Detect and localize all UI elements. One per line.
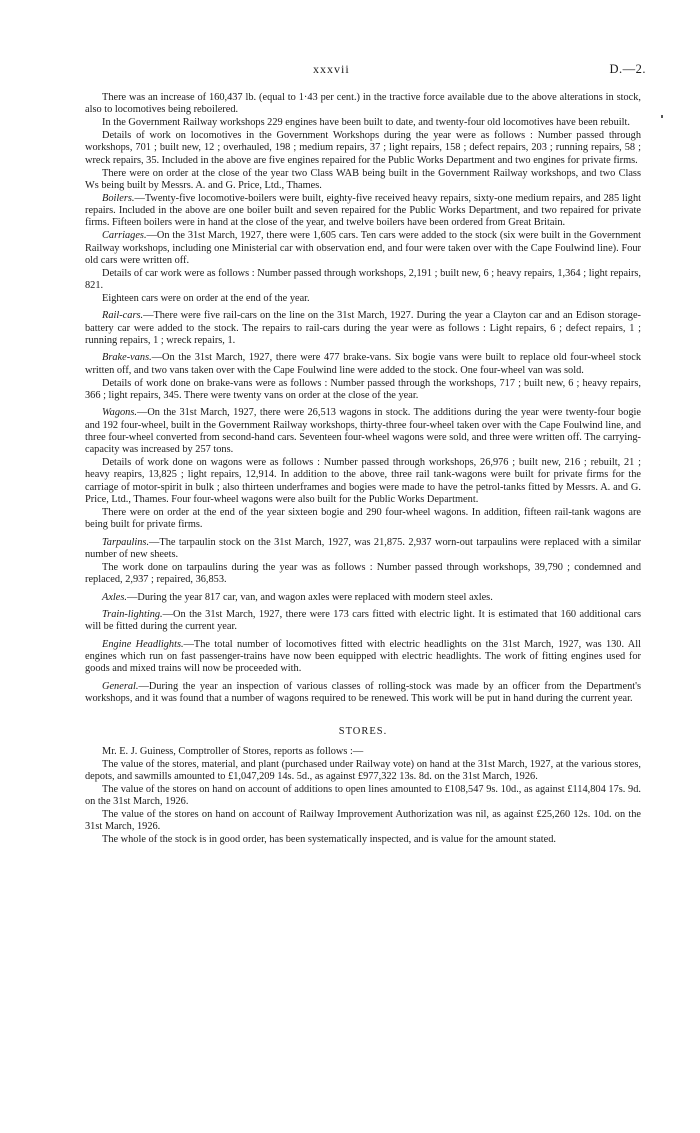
paragraph: Details of car work were as follows : Number passed through workshops, 2,191 ; built new, 6 ; heavy repairs, 1,364 ; light repairs, 821. (85, 267, 641, 292)
paragraph: Details of work done on brake-vans were as follows : Number passed through the workshops, 717 ; built new, 6 ; heavy repairs, 366 ; light repairs, 345. There were twenty vans on order at the close of the year. (85, 377, 641, 401)
paragraph-train-lighting: Train-lighting.—On the 31st March, 1927, there were 173 cars fitted with electric light. It is estimated that 160 additional cars will be fitted during the current year. (85, 608, 641, 633)
stores-paragraph: The value of the stores, material, and plant (purchased under Railway vote) on hand at the 31st March, 1927, at the various stores, depots, and sawmills amounted to £1,047,209 14s. 5d., as against £977,322 13s. 8d. on the 31st March, 1926. (85, 758, 641, 782)
paragraph-boilers: Boilers.—Twenty-five locomotive-boilers were built, eighty-five received heavy repairs, sixty-one medium repairs, and 285 light repairs. Included in the above are one boiler built and seven repaired for the Public Works Department, and two repaired for private firms. Fifteen boilers were in hand at the close of the year, and twelve boilers have been ordered from Great Britain. (85, 192, 641, 229)
paragraph-tarpaulins: Tarpaulins.—The tarpaulin stock on the 31st March, 1927, was 21,875. 2,937 worn-out tarpaulins were replaced with a similar number of new sheets. (85, 536, 641, 561)
stores-paragraph: Mr. E. J. Guiness, Comptroller of Stores, reports as follows :— (102, 745, 364, 757)
paragraph-general: General.—During the year an inspection of various classes of rolling-stock was made by an officer from the Department's workshops, and it was found that a number of wagons required to be renewed. This work will be put in hand during the current year. (85, 680, 641, 704)
paragraph: The work done on tarpaulins during the year was as follows : Number passed through workshops, 39,790 ; condemned and replaced, 2,937 ; repaired, 36,853. (85, 561, 641, 586)
stores-paragraph: The value of the stores on hand on account of additions to open lines amounted to £108,547 9s. 10d., as against £114,804 17s. 9d. on the 31st March, 1926. (85, 783, 641, 808)
paragraph-heading: Axles. (102, 591, 127, 603)
paragraph-heading: General. (102, 680, 139, 692)
paragraph-carriages: Carriages.—On the 31st March, 1927, there were 1,605 cars. Ten cars were added to the stock (six were built in the Government Railway workshops, including one Ministerial car with observation end, and four were taken over with the Cape Foulwind line). Four old cars were written off. (85, 230, 641, 266)
paragraph-rail-cars: Rail-cars.—There were five rail-cars on the line on the 31st March, 1927. During the year a Clayton car and an Edison storage-battery car were added to the stock. The repairs to rail-cars during the year were as follows : Light repairs, 6 ; defect repairs, 1 ; running repairs, 1 ; wreck repairs, 1. (85, 310, 641, 347)
paragraph: There was an increase of 160,437 lb. (equal to 1·43 per cent.) in the tractive force available due to the above alterations in stock, also to locomotives being reboilered. (85, 92, 641, 116)
paragraph-heading: Train-lighting. (102, 608, 163, 620)
paragraph-engine-headlights: Engine Headlights.—The total number of locomotives fitted with electric headlights on the 31st March, 1927, was 130. All engines which run on fast passenger-trains have now been equipped with electric headlights. The work of fitting engines used for goods and mixed trains will now be proceeded with. (85, 638, 641, 675)
paragraph-brake-vans: Brake-vans.—On the 31st March, 1927, there were 477 brake-vans. Six bogie vans were built to replace old four-wheel stock written off, and two vans taken over with the Cape Foulwind line were added to the stock. One four-wheel van was sold. (85, 352, 641, 376)
paragraph-heading: Engine Headlights. (102, 638, 184, 650)
scan-mark (661, 115, 663, 118)
page-header (0, 62, 700, 78)
section-title-stores: STORES. (338, 726, 388, 738)
paragraph: Details of work on locomotives in the Government Workshops during the year were as follows : Number passed through workshops, 701 ; built new, 12 ; overhauled, 198 ; medium repairs, 37 ; light repairs, 158 ; defect repairs, 203 ; running repairs, 58 ; wreck repairs, 35. Included in the above are five engines repaired for the Public Works Department and two engines for private firms. (85, 130, 641, 166)
paragraph-heading: Rail-cars. (102, 310, 144, 322)
page-number: xxxvii (313, 62, 350, 76)
stores-paragraph: The whole of the stock is in good order, has been systematically inspected, and is value for the amount stated. (102, 834, 557, 846)
paragraph-axles: Axles.—During the year 817 car, van, and wagon axles were replaced with modern steel axles. (102, 591, 493, 603)
paragraph: There were on order at the close of the year two Class WAB being built in the Government Railway workshops, and two Class Ws being built by Messrs. A. and G. Price, Ltd., Thames. (85, 167, 641, 191)
paragraph-heading: Boilers. (102, 192, 135, 204)
document-reference: D.—2. (609, 62, 646, 76)
paragraph: In the Government Railway workshops 229 engines have been built to date, and twenty-four old locomotives have been rebuilt. (102, 117, 630, 129)
paragraph-heading: Wagons. (102, 407, 137, 419)
paragraph-heading: Carriages. (102, 230, 147, 242)
paragraph: Eighteen cars were on order at the end of the year. (102, 293, 310, 304)
document-body (85, 92, 641, 847)
paragraph-heading: Tarpaulins. (102, 536, 150, 548)
paragraph-heading: Brake-vans. (102, 352, 152, 364)
stores-paragraph: The value of the stores on hand on account of Railway Improvement Authorization was nil, as against £25,260 12s. 10d. on the 31st March, 1926. (85, 808, 641, 833)
paragraph: Details of work done on wagons were as follows : Number passed through workshops, 26,976 ; built new, 216 ; rebuilt, 21 ; heavy reapirs, 13,825 ; light repairs, 12,914. In addition to the above, three rail tank-wagons were built for private firms for the carriage of motor-spirit in bulk ; also thirteen underframes and bogies were made to have the petrol-tanks fitted by Messrs. A. and G. Price, Ltd., Thames. Four four-wheel wagons were also built for the Public Works Department. (85, 457, 641, 506)
paragraph: There were on order at the end of the year sixteen bogie and 290 four-wheel wagons. In addition, fifteen rail-tank wagons are being built for private firms. (85, 507, 641, 531)
paragraph-wagons: Wagons.—On the 31st March, 1927, there were 26,513 wagons in stock. The additions during the year were twenty-four bogie and 192 four-wheel, built in the Government Railway workshops, thirty-three four-wheel taken over with the Cape Foulwind line, and three four-wheel converted from second-hand cars. Seventeen four-wheel wagons were sold, and three were written off. The carrying-capacity was increased by 257 tons. (85, 407, 641, 456)
